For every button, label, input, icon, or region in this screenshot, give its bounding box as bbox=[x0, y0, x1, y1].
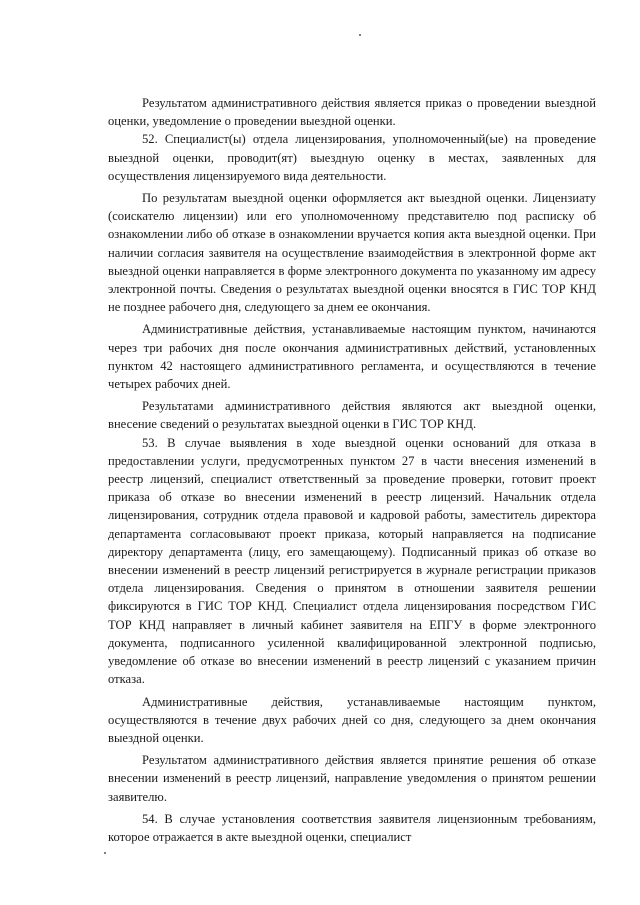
paragraph: 54. В случае установления соответствия заявителя лицензионным требованиям, которое отражается в акте выездной оценки, специалист bbox=[108, 811, 596, 844]
paragraph: 52. Специалист(ы) отдела лицензирования, уполномоченный(ые) на проведение выездной оценки, проводит(ят) выездную оценку в местах, заявленных для осуществления лицензируемого вида деятельности. bbox=[108, 132, 596, 183]
scan-speck bbox=[104, 852, 106, 854]
paragraph: Результатом административного действия является принятие решения об отказе внесении изменений в реестр лицензий, направление уведомления о принятом решении заявителю. bbox=[108, 753, 596, 804]
document-body bbox=[108, 94, 596, 846]
paragraph: Административные действия, устанавливаемые настоящим пунктом, осуществляются в течение двух рабочих дней со дня, следующего за днем окончания выездной оценки. bbox=[108, 694, 596, 745]
scan-speck bbox=[359, 34, 361, 36]
paragraph: Результатами административного действия являются акт выездной оценки, внесение сведений о результатах выездной оценки в ГИС ТОР КНД. bbox=[108, 399, 596, 432]
paragraph: Административные действия, устанавливаемые настоящим пунктом, начинаются через три рабочих дня после окончания административных действий, установленных пунктом 42 настоящего административного регламента, и осуществляются в течение четырех рабочих дней. bbox=[108, 322, 596, 392]
paragraph: По результатам выездной оценки оформляется акт выездной оценки. Лицензиату (соискателю лицензии) или его уполномоченному представителю под расписку об ознакомлении либо об отказе в ознакомлении вручается копия акта выездной оценки. При наличии согласия заявителя на осуществление взаимодействия в электронной форме акт выездной оценки направляется в форме электронного документа по указанному им адресу электронной почты. Сведения о результатах выездной оценки вносятся в ГИС ТОР КНД не позднее рабочего дня, следующего за днем ее окончания. bbox=[108, 191, 596, 315]
paragraph: 53. В случае выявления в ходе выездной оценки оснований для отказа в предоставлении услуги, предусмотренных пунктом 27 в части внесения изменений в реестр лицензий, специалист ответственный за проведение проверки, готовит проект приказа об отказе во внесении изменений в реестр лицензий. Начальник отдела лицензирования, сотрудник отдела правовой и кадровой работы, заместитель директора департамента согласовывают проект приказа, который направляется на подписание директору департамента (лицу, его замещающему). Подписанный приказ об отказе во внесении изменений в реестр лицензий регистрируется в журнале регистрации приказов отдела лицензирования. Сведения о принятом в отношении заявителя решении фиксируются в ГИС ТОР КНД. Специалист отдела лицензирования посредством ГИС ТОР КНД направляет в личный кабинет заявителя на ЕПГУ в форме электронного документа, подписанного усиленной квалифицированной электронной подписью, уведомление об отказе во внесении изменений в реестр лицензий с указанием причин отказа. bbox=[108, 435, 596, 687]
paragraph: Результатом административного действия является приказ о проведении выездной оценки, уведомление о проведении выездной оценки. bbox=[108, 96, 596, 129]
